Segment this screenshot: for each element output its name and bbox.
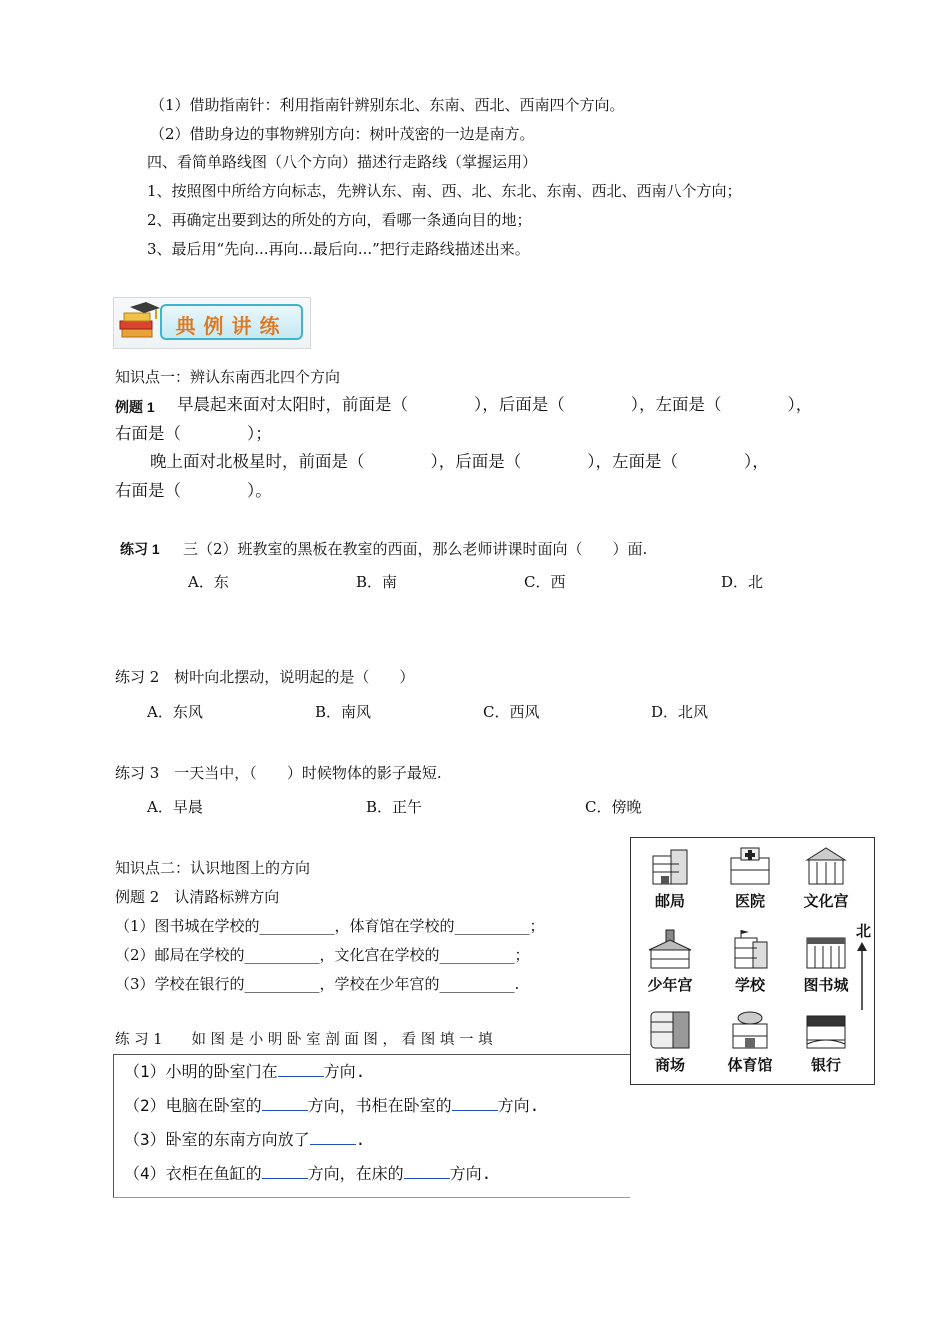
stadium-building-icon [727,1008,773,1052]
fill-2-blank-a[interactable] [262,1110,308,1111]
banner-title: 典例讲练 [175,314,288,338]
fill-2-text-a: （2）电脑在卧室的 [124,1096,262,1115]
intro-line-1: （1）借助指南针：利用指南针辨别东北、东南、西北、西南四个方向。 [150,96,625,114]
practice-2-option-c: C．西风 [483,703,540,721]
kp2-title: 知识点二：认识地图上的方向 [115,859,311,877]
map-place-hospital [715,844,785,914]
example-2-line-3: （3）学校在银行的__________，学校在少年宫的__________. [115,975,520,993]
cultural-palace-building-icon [803,844,849,888]
bank-building-icon [803,1008,849,1052]
fill-line-2 [124,1095,539,1117]
map-label: 图书城 [803,976,849,994]
practice-2-question: 练习 2 树叶向北摆动，说明起的是（ ） [115,668,415,686]
example-1-q1-line1: 早晨起来面对太阳时，前面是（ ），后面是（ ），左面是（ ）， [177,395,813,414]
youth-palace-building-icon [647,928,693,972]
fill-1-blank[interactable] [278,1076,324,1077]
example-1-label: 例题 1 [115,399,155,415]
intro-line-2: （2）借助身边的事物辨别方向：树叶茂密的一边是南方。 [150,125,535,143]
map-place-book-city [791,928,861,998]
map-label: 邮局 [654,892,685,910]
hospital-building-icon [727,844,773,888]
map-label: 文化宫 [803,892,849,910]
intro-line-6: 3、最后用“先向...再向...最后向...”把行走路线描述出来。 [147,240,530,258]
map-place-stadium [715,1008,785,1078]
practice-1-option-a: A．东 [188,573,229,591]
practice-2-option-a: A．东风 [147,703,203,721]
intro-line-3: 四、看简单路线图（八个方向）描述行走路线（掌握运用） [147,153,538,171]
fill-4-text-a: （4）衣柜在鱼缸的 [124,1164,262,1183]
route-map [630,837,875,1085]
practice-3-option-c: C．傍晚 [585,798,642,816]
map-label: 银行 [810,1056,841,1074]
map-place-cultural-palace [791,844,861,914]
map-place-school [715,928,785,998]
book-city-building-icon [803,928,849,972]
map-place-youth-palace [635,928,705,998]
practice-4-question: 练 习 1 如 图 是 小 明 卧 室 剖 面 图 ， 看 图 填 一 填 [115,1032,493,1048]
example-1-q1-line2: 右面是（ ）； [115,424,272,443]
fill-3-blank[interactable] [310,1144,356,1145]
fill-line-3 [124,1129,365,1151]
mall-building-icon [647,1008,693,1052]
practice-3-option-b: B．正午 [366,798,423,816]
fill-2-text-c: 方向. [497,1096,540,1115]
fill-4-text-c: 方向. [449,1164,492,1183]
fill-2-blank-b[interactable] [452,1110,498,1111]
kp1-title: 知识点一：辨认东南西北四个方向 [115,368,341,386]
fill-4-text-b: 方向，在床的 [307,1164,404,1183]
map-label: 体育馆 [727,1056,773,1074]
practice-2-option-b: B．南风 [315,703,372,721]
example-2-line-2: （2）邮局在学校的__________，文化宫在学校的__________； [115,946,530,964]
books-icon [116,299,164,347]
practice-1-question: 三（2）班教室的黑板在教室的西面，那么老师讲课时面向（ ）面. [183,540,648,558]
practice-1-option-d: D．北 [721,573,764,591]
north-arrow-icon [856,942,868,1012]
section-banner [113,297,311,349]
post-office-building-icon [647,844,693,888]
school-building-icon [727,928,773,972]
practice-1-label: 练习 1 [120,541,160,557]
fill-line-1 [124,1061,365,1083]
fill-1-text-a: （1）小明的卧室门在 [124,1062,278,1081]
fill-in-box [113,1054,630,1198]
fill-1-text-b: 方向. [323,1062,366,1081]
fill-3-text-b: . [355,1130,366,1149]
map-place-bank [791,1008,861,1078]
example-1-q2-line2: 右面是（ ）。 [115,481,272,500]
intro-line-5: 2、再确定出要到达的所处的方向，看哪一条通向目的地； [147,211,532,229]
practice-1-option-c: C．西 [524,573,566,591]
fill-3-text-a: （3）卧室的东南方向放了 [124,1130,310,1149]
practice-3-question: 练习 3 一天当中，（ ）时候物体的影子最短. [115,764,442,782]
example-2-title: 例题 2 认清路标辨方向 [115,888,280,906]
north-label: 北 [856,923,872,940]
map-place-mall [635,1008,705,1078]
map-label: 少年宫 [647,976,693,994]
map-label: 学校 [734,976,765,994]
fill-4-blank-b[interactable] [404,1178,450,1179]
example-2-line-1: （1）图书城在学校的__________，体育馆在学校的__________； [115,917,545,935]
practice-1-option-b: B．南 [356,573,398,591]
fill-2-text-b: 方向，书柜在卧室的 [307,1096,452,1115]
map-place-post-office [635,844,705,914]
intro-line-4: 1、按照图中所给方向标志，先辨认东、南、西、北、东北、东南、西北、西南八个方向； [147,182,742,200]
practice-3-option-a: A．早晨 [147,798,203,816]
example-1-q2-line1: 晚上面对北极星时，前面是（ ），后面是（ ），左面是（ ）， [150,452,769,471]
practice-2-option-d: D．北风 [651,703,709,721]
map-label: 商场 [654,1056,685,1074]
map-label: 医院 [734,892,765,910]
fill-line-4 [124,1163,491,1185]
fill-4-blank-a[interactable] [262,1178,308,1179]
